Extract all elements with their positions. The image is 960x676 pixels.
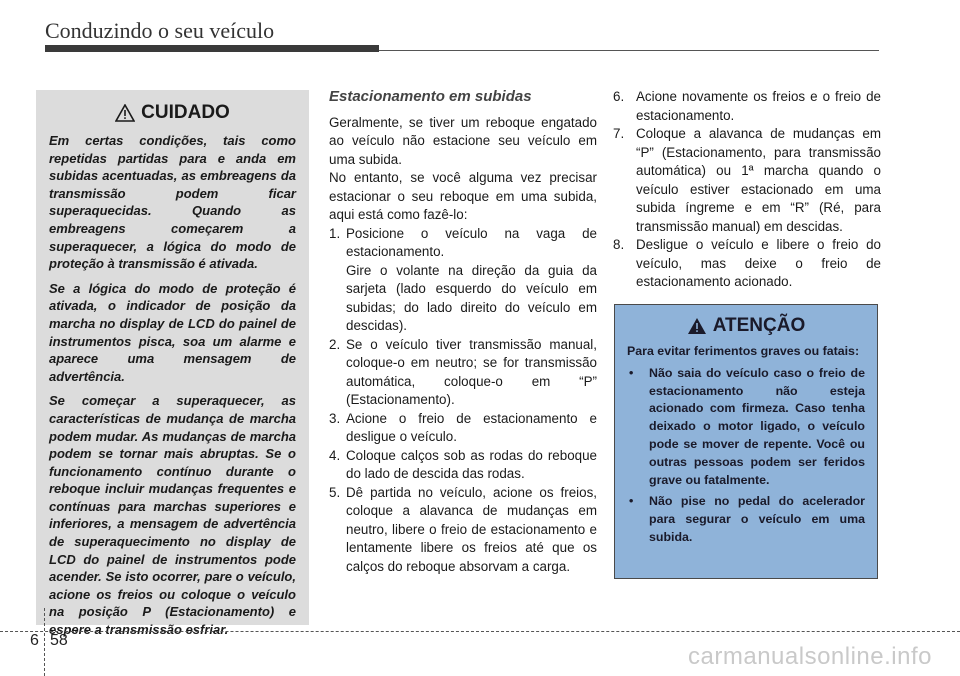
bullet-marker: • bbox=[629, 365, 634, 380]
step-number: 2. bbox=[329, 336, 341, 352]
list-item bbox=[613, 125, 881, 236]
step-number: 5. bbox=[329, 484, 341, 500]
step-text: Dê partida no veículo, acione os freios, coloque a alavanca de mudanças em neutro, libere o freio de estacionamento e lentamente libere os freios até que os calços do reboque absorvam a carga. bbox=[346, 484, 597, 574]
right-column bbox=[613, 88, 881, 292]
step-number: 4. bbox=[329, 447, 341, 463]
bullet-marker: • bbox=[629, 494, 634, 509]
caution-title: CUIDADO bbox=[141, 102, 230, 123]
step-text: Acione novamente os freios e o freio de estacionamento. bbox=[636, 89, 881, 123]
footer-vertical-divider bbox=[44, 608, 45, 676]
intro-paragraph: Geralmente, se tiver um reboque engatado ao veículo não estacione seu veículo em uma subida. bbox=[329, 114, 597, 167]
warning-box bbox=[614, 304, 878, 579]
steps-list bbox=[329, 225, 597, 577]
list-item bbox=[329, 410, 597, 447]
warning-triangle-icon bbox=[687, 317, 707, 335]
header-bar bbox=[45, 45, 379, 52]
step-text: Coloque calços sob as rodas do reboque do lado de descida das rodas. bbox=[346, 447, 597, 481]
caution-paragraph: Se a lógica do modo de proteção é ativada, o indicador de posição da marcha no display de LCD do painel de instrumentos pisca, soa um alarme e aparece uma mensagem de advertência. bbox=[49, 280, 296, 384]
warning-bullet-text: Não saia do veículo caso o freio de estacionamento não esteja acionado com firmeza. Caso tenha deixado o motor ligado, o veículo pode se mover de repente. Você ou outras pessoas podem ser feridos grave ou fatalmente. bbox=[649, 365, 865, 487]
step-number: 7. bbox=[613, 126, 625, 141]
step-text: Posicione o veículo na vaga de estacionamento. bbox=[346, 225, 597, 259]
caution-box bbox=[36, 90, 309, 638]
footer-divider bbox=[0, 631, 960, 632]
list-item bbox=[329, 336, 597, 410]
step-text: Desligue o veículo e libere o freio do veículo, mas deixe o freio de estacionamento acionado. bbox=[636, 237, 881, 289]
list-item bbox=[613, 236, 881, 292]
step-extra-text: Gire o volante na direção da guia da sarjeta (lado esquerdo do veículo em subidas; do lado direito do veículo em descidas). bbox=[346, 262, 597, 333]
list-item bbox=[627, 365, 865, 490]
list-item bbox=[329, 484, 597, 577]
caution-heading bbox=[49, 102, 296, 124]
warning-bullet-text: Não pise no pedal do acelerador para segurar o veículo em uma subida. bbox=[649, 494, 865, 544]
steps-list-continued bbox=[613, 88, 881, 292]
step-text: Coloque a alavanca de mudanças em “P” (Estacionamento, para transmissão automática) ou 1ª marcha quando o veículo estiver estacionado em uma subida íngreme e em “R” (Ré, para transmissão manual) em descidas. bbox=[636, 126, 881, 234]
chapter-number: 6 bbox=[30, 632, 39, 649]
list-item bbox=[329, 447, 597, 484]
list-item bbox=[627, 493, 865, 546]
warning-title: ATENÇÃO bbox=[712, 315, 806, 337]
page-header-title: Conduzindo o seu veículo bbox=[45, 18, 275, 43]
warning-list bbox=[627, 365, 865, 547]
intro-paragraph: No entanto, se você alguma vez precisar estacionar o seu reboque em uma subida, aqui está como fazê-lo: bbox=[329, 170, 597, 222]
caution-paragraph: Em certas condições, tais como repetidas partidas para e anda em subidas acentuadas, as embreagens da transmissão podem ficar superaquecidas. Quando as embreagens começarem a superaquecer, a lógica do modo de proteção à transmissão é ativada. bbox=[49, 133, 296, 272]
step-number: 6. bbox=[613, 89, 625, 104]
list-item bbox=[613, 88, 881, 125]
step-number: 3. bbox=[329, 410, 341, 426]
step-text: Se o veículo tiver transmissão manual, coloque-o em neutro; se for transmissão automática, coloque-o em “P” (Estacionamento). bbox=[346, 336, 597, 407]
header-rule bbox=[379, 50, 879, 51]
page-number: 58 bbox=[50, 632, 68, 649]
warning-intro: Para evitar ferimentos graves ou fatais: bbox=[627, 344, 860, 358]
main-column bbox=[329, 88, 597, 576]
section-heading: Estacionamento em subidas bbox=[329, 88, 532, 105]
list-item bbox=[329, 225, 597, 336]
step-number: 1. bbox=[329, 225, 341, 241]
step-text: Acione o freio de estacionamento e desligue o veículo. bbox=[346, 410, 597, 444]
warning-heading bbox=[627, 317, 865, 335]
warning-triangle-icon bbox=[115, 104, 135, 122]
step-number: 8. bbox=[613, 237, 625, 252]
watermark: carmanualsonline.info bbox=[688, 643, 932, 670]
caution-paragraph: Se começar a superaquecer, as características de mudança de marcha podem mudar. As mudanças de marcha podem se tornar mais abruptas. Se o funcionamento contínuo durante o reboque incluir mudanças frequentes e contínuas para marchas superiores e inferiores, a mensagem de advertência de superaquecimento no display de LCD do painel de instrumentos pode acender. Se isto ocorrer, pare o veículo, acione os freios ou coloque o veículo na posição P (Estacionamento) e espere a transmissão esfriar. bbox=[49, 393, 296, 638]
